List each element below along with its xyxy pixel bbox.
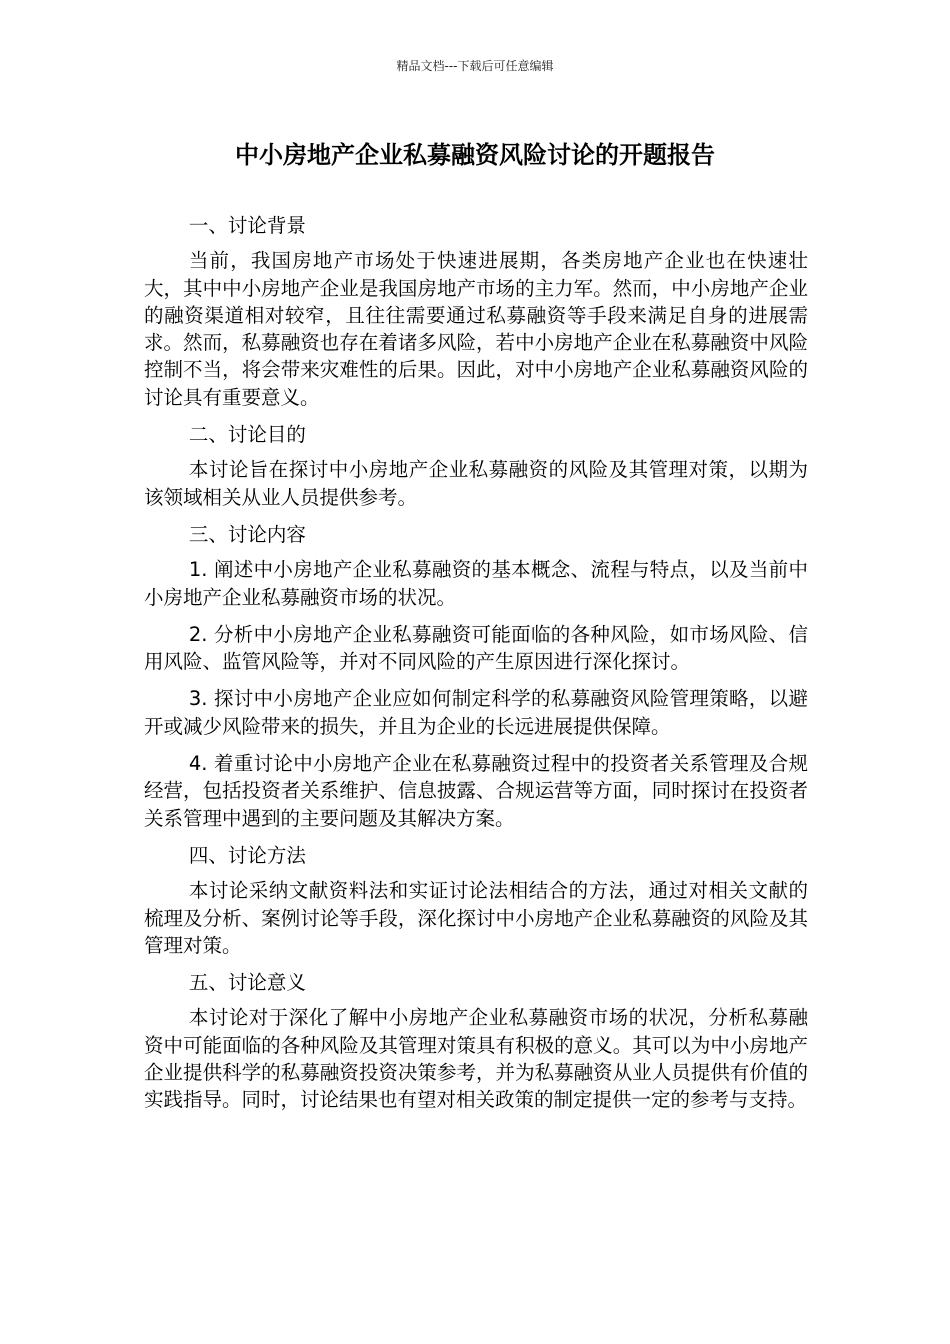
paragraph-content-item-4: 4. 着重讨论中小房地产企业在私募融资过程中的投资者关系管理及合规经营，包括投资者关系维护、信息披露、合规运营等方面，同时探讨在投资者关系管理中遇到的主要问题及其解决方案。 bbox=[144, 752, 808, 830]
paragraph-significance: 本讨论对于深化了解中小房地产企业私募融资市场的状况，分析私募融资中可能面临的各种风险及其管理对策具有积极的意义。其可以为中小房地产企业提供科学的私募融资投资决策参考，并为私募融资从业人员提供有价值的实践指导。同时，讨论结果也有望对相关政策的制定提供一定的参考与支持。 bbox=[144, 1006, 808, 1112]
paragraph-purpose: 本讨论旨在探讨中小房地产企业私募融资的风险及其管理对策，以期为该领域相关从业人员提供参考。 bbox=[144, 458, 808, 509]
paragraph-method: 本讨论采纳文献资料法和实证讨论法相结合的方法，通过对相关文献的梳理及分析、案例讨论等手段，深化探讨中小房地产企业私募融资的风险及其管理对策。 bbox=[144, 879, 808, 957]
document-title: 中小房地产企业私募融资风险讨论的开题报告 bbox=[235, 141, 715, 169]
document-body bbox=[144, 212, 808, 1124]
paragraph-content-item-1: 1. 阐述中小房地产企业私募融资的基本概念、流程与特点，以及当前中小房地产企业私募融资市场的状况。 bbox=[144, 558, 808, 609]
section-heading-purpose: 二、讨论目的 bbox=[188, 423, 306, 447]
paragraph-content-item-3: 3. 探讨中小房地产企业应如何制定科学的私募融资风险管理策略，以避开或减少风险带来的损失，并且为企业的长远进展提供保障。 bbox=[144, 687, 808, 738]
section-heading-content: 三、讨论内容 bbox=[188, 522, 306, 546]
page-header: 精品文档---下载后可任意编辑 bbox=[396, 59, 554, 73]
paragraph-content-item-2: 2. 分析中小房地产企业私募融资可能面临的各种风险，如市场风险、信用风险、监管风险等，并对不同风险的产生原因进行深化探讨。 bbox=[144, 622, 808, 674]
paragraph-background: 当前，我国房地产市场处于快速进展期，各类房地产企业也在快速壮大，其中中小房地产企业是我国房地产市场的主力军。然而，中小房地产企业的融资渠道相对较窄，且往往需要通过私募融资等手段来满足自身的进展需求。然而，私募融资也存在着诸多风险，若中小房地产企业在私募融资中风险控制不当，将会带来灾难性的后果。因此，对中小房地产企业私募融资风险的讨论具有重要意义。 bbox=[144, 249, 808, 409]
section-heading-significance: 五、讨论意义 bbox=[188, 971, 306, 995]
section-heading-method: 四、讨论方法 bbox=[188, 843, 306, 867]
section-heading-background: 一、讨论背景 bbox=[188, 214, 306, 237]
